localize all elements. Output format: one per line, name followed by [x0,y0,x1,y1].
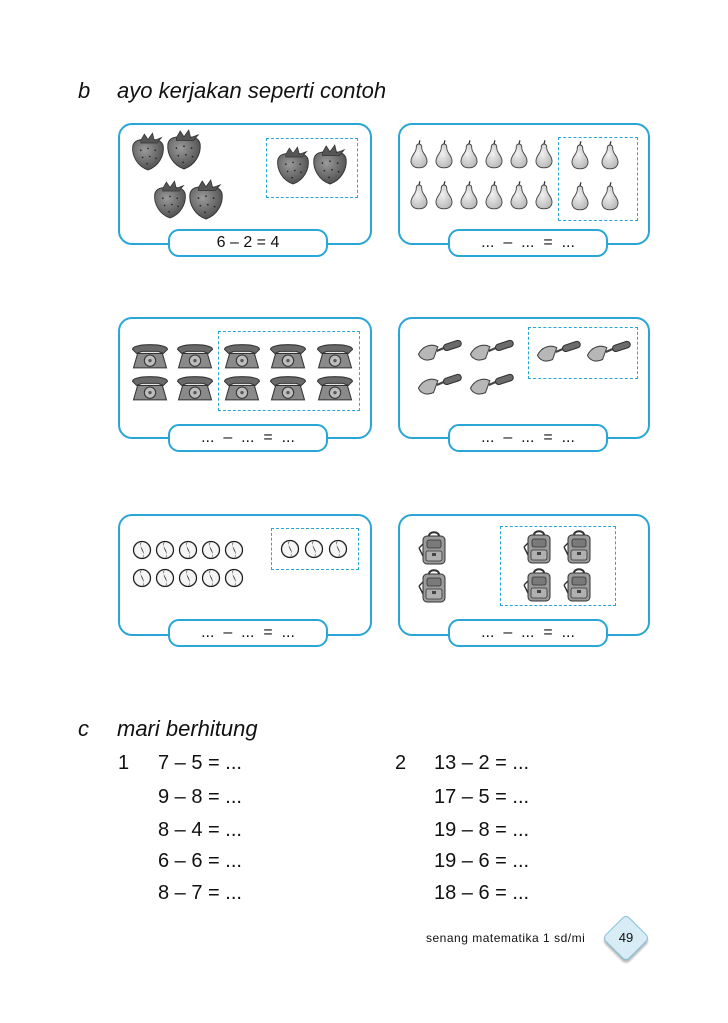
equation-text: ... – ... = ... [201,624,295,641]
crossed-out-group [528,327,638,379]
pear-icon [599,182,621,212]
pear-icon [483,181,505,211]
strawberry-icon [311,143,349,187]
section-b-title: ayo kerjakan seperti contoh [117,78,387,103]
pear-icon [508,181,530,211]
pear-icon [599,141,621,171]
pear-icon [569,141,591,171]
trowel-icon [416,337,464,365]
pear-icon [533,181,555,211]
section-c-title: mari berhitung [117,716,258,741]
pear-icon [408,140,430,170]
subtraction-problem: 19 – 6 = ... [434,850,530,872]
strawberry-icon [152,180,188,220]
backpack-icon [563,529,595,565]
marble-icon [155,540,175,560]
exercise-panel-4 [398,317,650,439]
equation-text: ... – ... = ... [201,429,295,446]
marble-icon [224,568,244,588]
exercise-panel-3 [118,317,372,439]
marble-icon [280,539,300,559]
pear-icon [408,181,430,211]
telephone-icon [129,339,171,372]
pear-icon [458,140,480,170]
crossed-out-group [218,331,360,411]
backpack-icon [523,567,555,603]
strawberry-icon [165,129,203,171]
subtraction-problem: 7 – 5 = ... [158,752,242,774]
equation-box-6 [448,619,608,647]
exercise-panel-5 [118,514,372,636]
marble-icon [201,540,221,560]
section-b-letter: b [78,78,91,103]
strawberry-icon [130,132,166,172]
equation-box-5 [168,619,328,647]
exercise-panel-6 [398,514,650,636]
pear-icon [569,182,591,212]
trowel-icon [535,338,583,366]
exercise-panel-1 [118,123,372,245]
crossed-out-group [558,137,638,221]
marble-icon [304,539,324,559]
pear-icon [533,140,555,170]
backpack-icon [563,567,595,603]
telephone-icon [314,339,356,372]
equation-box-2 [448,229,608,257]
marble-icon [155,568,175,588]
equation-text: ... – ... = ... [481,234,575,251]
trowel-icon [585,338,633,366]
telephone-icon [174,371,216,404]
marble-icon [132,540,152,560]
backpack-icon [418,568,450,604]
subtraction-problem: 17 – 5 = ... [434,786,530,808]
crossed-out-group [266,138,358,198]
trowel-icon [416,371,464,399]
subtraction-problem: 19 – 8 = ... [434,819,530,841]
subtraction-problem: 13 – 2 = ... [434,752,530,774]
equation-box-4 [448,424,608,452]
telephone-icon [314,371,356,404]
page-number: 49 [618,930,634,945]
exercise-panel-2 [398,123,650,245]
subtraction-problem: 9 – 8 = ... [158,786,242,808]
crossed-out-group [500,526,616,606]
marble-icon [224,540,244,560]
section-c-letter: c [78,716,89,741]
equation-text: 6 – 2 = 4 [216,234,280,251]
marble-icon [178,540,198,560]
book-title: senang matematika 1 sd/mi [426,931,586,945]
crossed-out-group [271,528,359,570]
telephone-icon [129,371,171,404]
telephone-icon [174,339,216,372]
marble-icon [132,568,152,588]
equation-text: ... – ... = ... [481,429,575,446]
marble-icon [178,568,198,588]
telephone-icon [221,371,263,404]
question-group-number: 2 [395,752,407,774]
trowel-icon [468,371,516,399]
telephone-icon [267,339,309,372]
question-group-number: 1 [118,752,130,774]
telephone-icon [267,371,309,404]
subtraction-problem: 18 – 6 = ... [434,882,530,904]
strawberry-icon [187,179,225,221]
strawberry-icon [275,145,311,187]
equation-box-1 [168,229,328,257]
pear-icon [483,140,505,170]
pear-icon [458,181,480,211]
subtraction-problem: 8 – 7 = ... [158,882,242,904]
marble-icon [328,539,348,559]
backpack-icon [523,529,555,565]
telephone-icon [221,339,263,372]
marble-icon [201,568,221,588]
subtraction-problem: 6 – 6 = ... [158,850,242,872]
equation-text: ... – ... = ... [481,624,575,641]
trowel-icon [468,337,516,365]
pear-icon [433,181,455,211]
pear-icon [433,140,455,170]
backpack-icon [418,530,450,566]
pear-icon [508,140,530,170]
equation-box-3 [168,424,328,452]
subtraction-problem: 8 – 4 = ... [158,819,242,841]
